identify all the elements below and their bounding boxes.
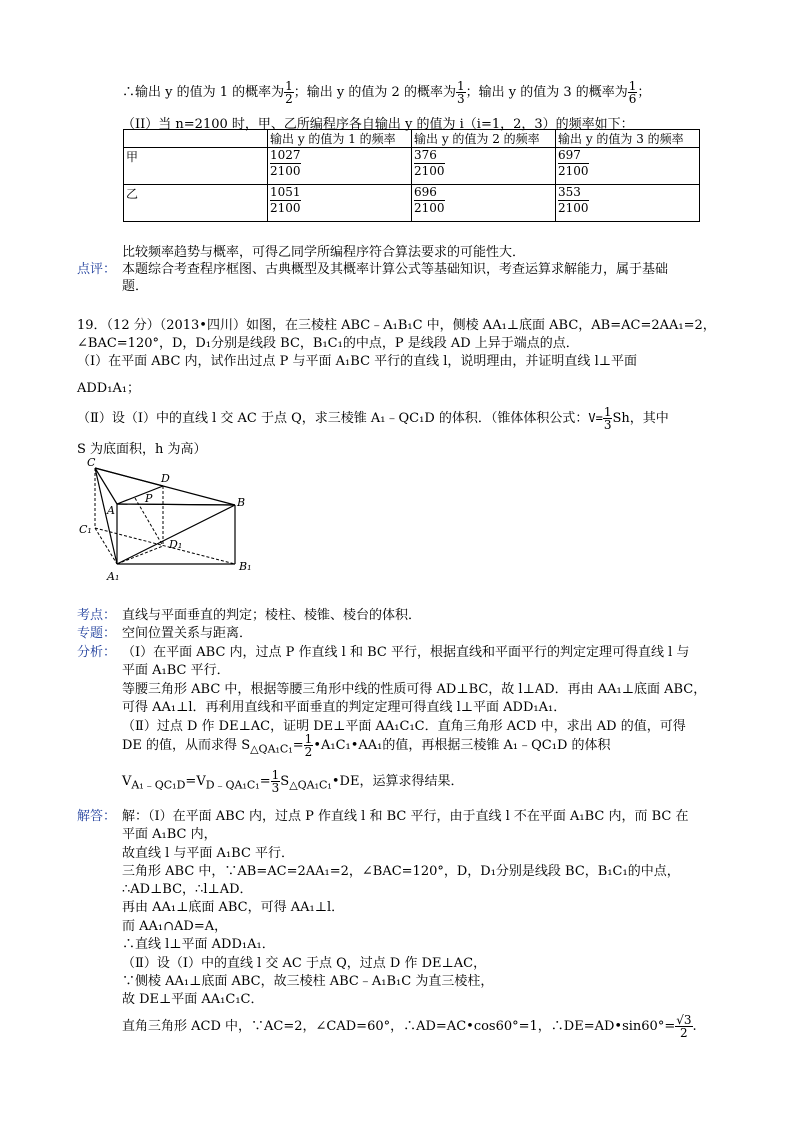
compare-text: 比较频率趋势与概率，可得乙同学所编程序符合算法要求的可能性大． [122, 245, 526, 260]
prob-fraction-1: $\frac{1}{2}$ [285, 79, 293, 106]
area-formula: $S_{\triangle QA_1C_1}=$ $\frac{1}{2}$ •A₁C₁•AA₁ [241, 732, 383, 759]
question-19-line: ADD₁A₁； [77, 381, 141, 396]
fig-label-D1: D₁ [169, 538, 183, 551]
question-19-line: （Ⅱ）设（Ⅰ）中的直线 l 交 AC 于点 Q，求三棱锥 A₁﹣QC₁D 的体积．（锥体体积公式：V= $\frac{1}{3}$ Sh，其中 [77, 405, 669, 432]
table-header-cell: 输出 y 的值为 3 的频率 [556, 130, 700, 148]
fenxi-line: 可得 AA₁⊥l．再利用直线和平面垂直的判定定理可得直线 l⊥平面 ADD₁A₁． [122, 700, 567, 715]
prob-prefix: ∴输出 y 的值为 1 的概率为 [122, 85, 285, 100]
fig-label-D: D [161, 472, 170, 485]
probability-line: ∴输出 y 的值为 1 的概率为 $\frac{1}{2}$ ；输出 y 的值为 2 的概率为 $\frac{1}{3}$ ；输出 y 的值为 3 的概率为 $\frac{1}{6}$ ； [122, 79, 651, 106]
de-fraction: $\frac{√3}{2}$ [676, 1013, 692, 1040]
review-line: 本题综合考查程序框图、古典概型及其概率计算公式等基础知识，考查运算求解能力，属于基础 [122, 262, 669, 277]
frequency-table [123, 129, 700, 222]
fig-label-A: A [107, 504, 115, 517]
jieda-line: ∴直线 l⊥平面 ADD₁A₁． [122, 937, 275, 952]
jieda-line: 解：（Ⅰ）在平面 ABC 内，过点 P 作直线 l 和 BC 平行，由于直线 l 不在平面 A₁BC 内，而 BC 在 [122, 809, 689, 824]
fig-label-B1: B₁ [239, 560, 252, 573]
review-label: 点评： [77, 262, 117, 277]
jieda-line-last: 直角三角形 ACD 中，∵AC=2，∠CAD=60°，∴AD=AC•cos60°=1，∴DE=AD•sin60°= $\frac{√3}{2}$ . [122, 1013, 697, 1040]
table-cell: $\frac{696}{2100}$ [412, 185, 556, 222]
fig-label-B: B [237, 496, 246, 509]
table-header-cell: 输出 y 的值为 1 的频率 [268, 130, 412, 148]
table-cell: $\frac{376}{2100}$ [412, 148, 556, 185]
question-19-line: S 为底面积，h 为高） [77, 442, 207, 457]
fig-label-A1: A₁ [107, 570, 120, 583]
jieda-line: 故 DE⊥平面 AA₁C₁C． [122, 992, 264, 1007]
zhuanti-text: 空间位置关系与距离． [122, 626, 253, 641]
fenxi-line: 等腰三角形 ABC 中，根据等腰三角形中线的性质可得 AD⊥BC，故 l⊥AD．再由 AA₁⊥底面 ABC， [122, 682, 707, 697]
question-19-line: 19．（12 分）（2013•四川）如图，在三棱柱 ABC﹣A₁B₁C 中，侧棱 AA₁⊥底面 ABC，AB=AC=2AA₁=2， [77, 318, 716, 333]
jieda-line: （Ⅱ）设（Ⅰ）中的直线 l 交 AC 于点 Q，过点 D 作 DE⊥AC， [122, 956, 487, 971]
table-header-cell: 输出 y 的值为 2 的频率 [412, 130, 556, 148]
table-row [124, 185, 700, 222]
table-cell: $\frac{697}{2100}$ [556, 148, 700, 185]
volume-formula: $V_{A_1﹣QC_1D}=V_{D﹣QA_1C_1}=$ $\frac{1}{3}$ $S_{\triangle QA_1C_1}•DE$，运算求得结果． [122, 768, 464, 795]
fenxi-line: （Ⅰ）在平面 ABC 内，过点 P 作直线 l 和 BC 平行，根据直线和平面平行的判定定理可得直线 l 与 [122, 645, 690, 660]
part2-intro: （II）当 n=2100 时，甲、乙所编程序各自输出 y 的值为 i（i=1，2，3）的频率如下： [122, 117, 634, 132]
table-cell: $\frac{1027}{2100}$ [268, 148, 412, 185]
kaodian-label: 考点： [77, 608, 117, 623]
table-row [124, 148, 700, 185]
question-19-line: ∠BAC=120°，D，D₁分别是线段 BC，B₁C₁的中点，P 是线段 AD 上异于端点的点． [77, 336, 579, 351]
fenxi-line: DE 的值，从而求得 $S_{\triangle QA_1C_1}=$ $\frac{1}{2}$ •A₁C₁•AA₁的值，再根据三棱锥 A₁﹣QC₁D 的体积 [122, 732, 611, 759]
jieda-line: 三角形 ABC 中，∵AB=AC=2AA₁=2，∠BAC=120°，D，D₁分别是线段 BC，B₁C₁的中点， [122, 864, 680, 879]
volume-formula-fraction: $\frac{1}{3}$ [603, 405, 612, 432]
fenxi-line: （Ⅱ）过点 D 作 DE⊥AC，证明 DE⊥平面 AA₁C₁C．直角三角形 ACD 中，求出 AD 的值，可得 [122, 719, 686, 734]
table-header-row [124, 130, 700, 148]
prob-fraction-3: $\frac{1}{6}$ [628, 79, 637, 106]
prism-figure [75, 456, 255, 586]
kaodian-text: 直线与平面垂直的判定；棱柱、棱锥、棱台的体积． [122, 608, 422, 623]
jieda-line: 故直线 l 与平面 A₁BC 平行． [122, 846, 295, 861]
jieda-line: ∵侧棱 AA₁⊥底面 ABC，故三棱柱 ABC﹣A₁B₁C 为直三棱柱， [122, 974, 494, 989]
prob-fraction-2: $\frac{1}{3}$ [456, 79, 465, 106]
fenxi-line: 平面 A₁BC 平行． [122, 663, 230, 678]
fenxi-line [122, 769, 463, 794]
question-19-line: （Ⅰ）在平面 ABC 内，试作出过点 P 与平面 A₁BC 平行的直线 l，说明理由，并证明直线 l⊥平面 [77, 354, 637, 369]
table-cell: $\frac{353}{2100}$ [556, 185, 700, 222]
fig-label-P: P [145, 492, 153, 505]
row-name: 乙 [124, 185, 268, 222]
fig-label-C1: C₁ [79, 523, 92, 536]
fig-label-C: C [87, 456, 96, 469]
jieda-label: 解答： [77, 809, 117, 824]
jieda-line: 而 AA₁∩AD=A， [122, 919, 228, 934]
row-name: 甲 [124, 148, 268, 185]
review-line: 题． [122, 279, 149, 294]
zhuanti-label: 专题： [77, 626, 117, 641]
jieda-line: 再由 AA₁⊥底面 ABC，可得 AA₁⊥l． [122, 900, 345, 915]
table-header-cell [124, 130, 268, 148]
jieda-line: ∴AD⊥BC，∴l⊥AD． [122, 882, 253, 897]
fenxi-label: 分析： [77, 645, 117, 660]
jieda-line: 平面 A₁BC 内， [122, 827, 217, 842]
table-cell: $\frac{1051}{2100}$ [268, 185, 412, 222]
